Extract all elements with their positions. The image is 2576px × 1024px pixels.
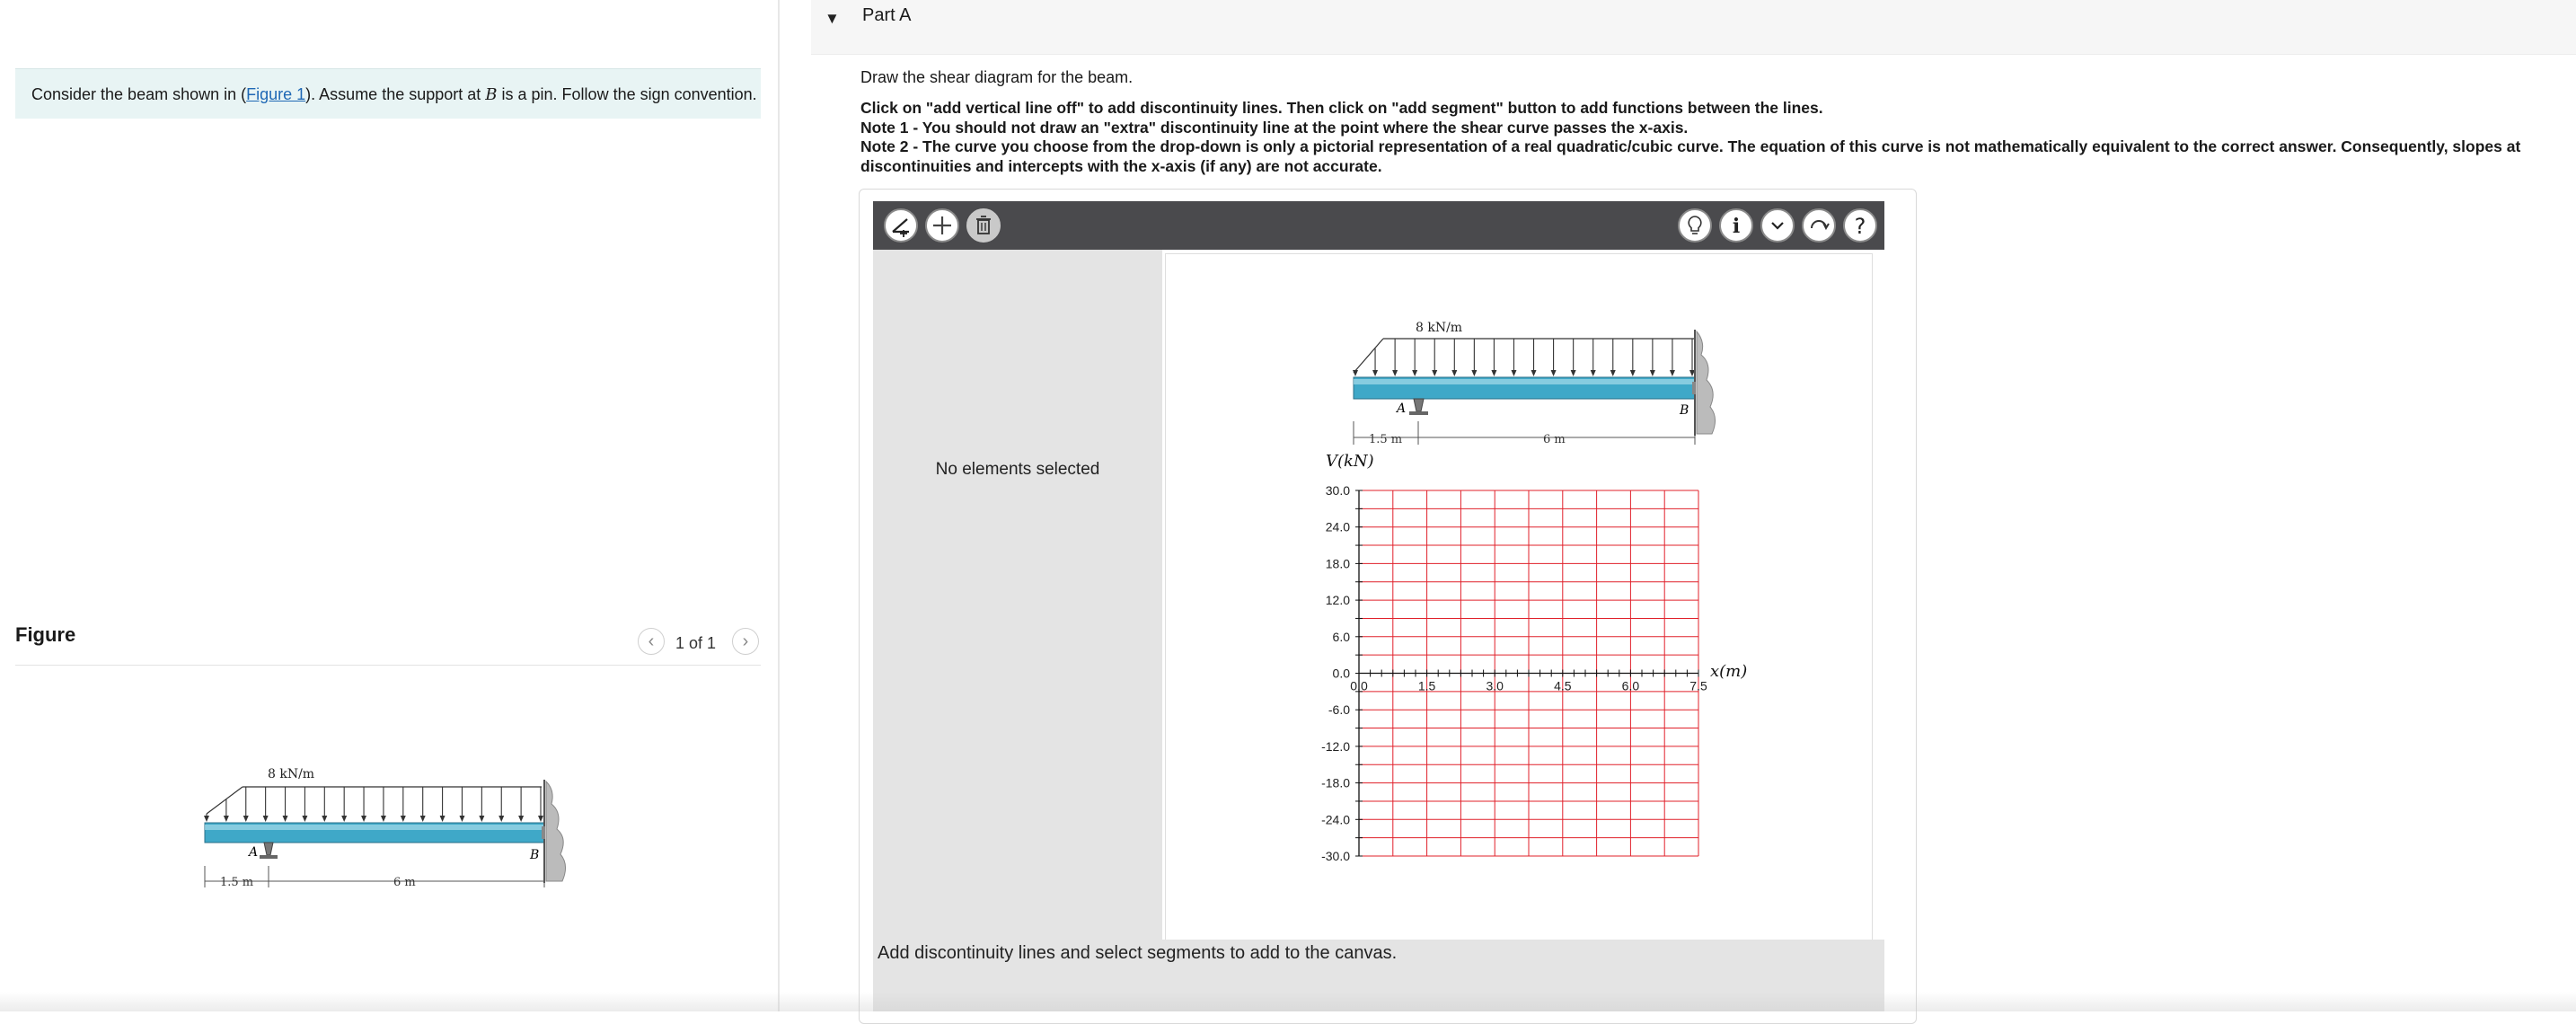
x-tick-label: 4.5 xyxy=(1554,678,1572,693)
load-arrow-head xyxy=(1650,370,1655,376)
load-arrow-head xyxy=(1451,370,1457,376)
load-arrow-head xyxy=(224,816,229,822)
canvas-support-a-label: A xyxy=(1397,402,1407,416)
canvas-beam-figure xyxy=(1353,321,1716,446)
load-arrow-head xyxy=(498,816,504,822)
instruction-line-1: Click on "add vertical line off" to add discontinuity lines. Then click on "add segment" button to add functions between the lines. xyxy=(860,99,1823,117)
element-properties-panel xyxy=(873,250,1162,1011)
figure-1-link[interactable]: Figure 1 xyxy=(246,85,306,103)
dimension-1-label: 1.5 m xyxy=(220,876,254,889)
next-figure-button[interactable]: › xyxy=(732,628,759,655)
load-arrow-head xyxy=(479,816,484,822)
problem-statement xyxy=(15,68,761,119)
x-tick-label: 3.0 xyxy=(1486,678,1504,693)
bottom-shadow xyxy=(0,992,2576,1011)
canvas-graphics xyxy=(1166,254,1872,940)
y-tick-label: 30.0 xyxy=(1325,483,1350,498)
add-segment-icon xyxy=(927,210,957,241)
delete-button[interactable] xyxy=(966,208,1001,243)
load-arrow-head xyxy=(1571,370,1576,376)
support-b-label: B xyxy=(530,848,540,862)
load-arrow-head xyxy=(1511,370,1516,376)
load-arrow-head xyxy=(420,816,426,822)
load-arrow-head xyxy=(204,816,209,822)
load-arrow-head xyxy=(283,816,288,822)
load-arrow-head xyxy=(401,816,406,822)
dimension-2-label: 6 m xyxy=(393,876,416,889)
help-button[interactable] xyxy=(1843,208,1877,243)
load-arrow-head xyxy=(263,816,269,822)
delete-icon xyxy=(968,210,999,241)
load-arrow-head xyxy=(302,816,307,822)
add-segment-button[interactable] xyxy=(925,208,959,243)
y-tick-label: 12.0 xyxy=(1325,593,1350,608)
options-dropdown-button[interactable] xyxy=(1760,208,1795,243)
y-tick-label: -30.0 xyxy=(1321,849,1350,863)
load-arrow-head xyxy=(361,816,366,822)
x-axis-label: x(m) xyxy=(1710,662,1748,681)
figure-count: 1 of 1 xyxy=(675,634,717,652)
y-tick-label: -12.0 xyxy=(1321,738,1350,754)
problem-var: B xyxy=(485,85,498,104)
chart-y-ticks xyxy=(1321,483,1350,863)
beam-figure xyxy=(189,762,584,914)
y-axis-label: V(kN) xyxy=(1326,452,1374,471)
load-arrow-head xyxy=(518,816,524,822)
load-arrow-head xyxy=(538,816,543,822)
hint-button[interactable] xyxy=(1678,208,1712,243)
load-arrow-head xyxy=(1591,370,1596,376)
part-a-title: Part A xyxy=(862,5,912,25)
panel-divider xyxy=(778,0,780,1011)
load-arrow-head xyxy=(1491,370,1496,376)
load-arrow-head xyxy=(381,816,386,822)
part-a-header[interactable] xyxy=(811,0,2576,55)
canvas-dimension-2-label: 6 m xyxy=(1543,433,1566,446)
load-arrow-head xyxy=(322,816,327,822)
pin-support-a-icon xyxy=(260,843,278,859)
canvas-wall-icon xyxy=(1692,330,1716,436)
previous-figure-button[interactable]: ‹ xyxy=(638,628,665,655)
canvas-load-label: 8 kN/m xyxy=(1416,321,1463,335)
canvas-dimension-1-label: 1.5 m xyxy=(1369,433,1403,446)
reset-icon xyxy=(1804,210,1834,241)
reset-button[interactable] xyxy=(1802,208,1836,243)
collapse-caret-icon[interactable]: ▼ xyxy=(825,10,840,27)
chevron-down-icon xyxy=(1762,210,1793,241)
x-tick-label: 7.5 xyxy=(1689,678,1707,693)
load-arrow-head xyxy=(1412,370,1417,376)
load-label: 8 kN/m xyxy=(268,767,315,781)
help-icon xyxy=(1845,210,1875,241)
load-arrow-head xyxy=(1551,370,1557,376)
support-a-label: A xyxy=(249,845,259,860)
info-icon xyxy=(1721,210,1751,241)
load-arrow-head xyxy=(1392,370,1398,376)
no-elements-label: No elements selected xyxy=(935,460,1100,479)
distributed-load-icon xyxy=(204,787,543,822)
load-arrow-head xyxy=(341,816,347,822)
canvas-pin-support-icon xyxy=(1409,399,1428,415)
x-tick-label: 0.0 xyxy=(1350,678,1368,693)
y-tick-label: -18.0 xyxy=(1321,775,1350,790)
load-arrow-head xyxy=(459,816,464,822)
figure-divider xyxy=(15,665,761,666)
x-tick-label: 6.0 xyxy=(1621,678,1640,693)
y-tick-label: -24.0 xyxy=(1321,812,1350,827)
info-glyph: i xyxy=(1732,215,1741,238)
instruction-line-3: Note 2 - The curve you choose from the drop-down is only a pictorial representation of a real quadratic/cubic curve. The equation of this curve is not mathematically equivalent to the correct answer. Consequently, slopes at discontinuities and intercepts with the x-axis (if any) are not accurate. xyxy=(860,137,2521,175)
load-arrow-head xyxy=(1610,370,1616,376)
figure-heading: Figure xyxy=(15,623,76,646)
shear-diagram-chart[interactable] xyxy=(1321,452,1747,863)
load-arrow-head xyxy=(440,816,446,822)
load-arrow-head xyxy=(1432,370,1437,376)
load-arrow-head xyxy=(1670,370,1675,376)
instruction-notes xyxy=(860,99,2522,176)
canvas-support-b-label: B xyxy=(1680,403,1689,418)
canvas-dimension-lines xyxy=(1354,421,1695,445)
x-tick-label: 1.5 xyxy=(1417,678,1436,693)
y-tick-label: 0.0 xyxy=(1332,666,1350,681)
y-tick-label: -6.0 xyxy=(1328,702,1350,718)
help-glyph: ? xyxy=(1854,214,1866,239)
instruction-text: Draw the shear diagram for the beam. xyxy=(860,68,1134,86)
load-arrow-head xyxy=(1531,370,1537,376)
hint-icon xyxy=(1680,210,1710,241)
status-message: Add discontinuity lines and select segments to add to the canvas. xyxy=(878,943,1398,963)
y-tick-label: 6.0 xyxy=(1332,629,1350,644)
wall-icon xyxy=(542,780,566,883)
problem-suffix: is a pin. Follow the sign convention. xyxy=(497,85,757,103)
problem-prefix: Consider the beam shown in ( xyxy=(31,85,247,103)
load-arrow-head xyxy=(1630,370,1636,376)
info-button[interactable] xyxy=(1719,208,1753,243)
add-vertical-line-button[interactable] xyxy=(884,208,918,243)
load-arrow-head xyxy=(1471,370,1477,376)
load-arrow-head xyxy=(1372,370,1378,376)
add-vertical-line-icon xyxy=(886,210,916,241)
y-tick-label: 24.0 xyxy=(1325,519,1350,534)
dimension-lines xyxy=(205,866,544,887)
load-arrow-head xyxy=(1353,370,1358,376)
load-arrow-head xyxy=(243,816,249,822)
y-tick-label: 18.0 xyxy=(1325,556,1350,571)
problem-middle: ). Assume the support at xyxy=(305,85,486,103)
instruction-line-2: Note 1 - You should not draw an "extra" discontinuity line at the point where the shear curve passes the x-axis. xyxy=(860,118,1689,137)
